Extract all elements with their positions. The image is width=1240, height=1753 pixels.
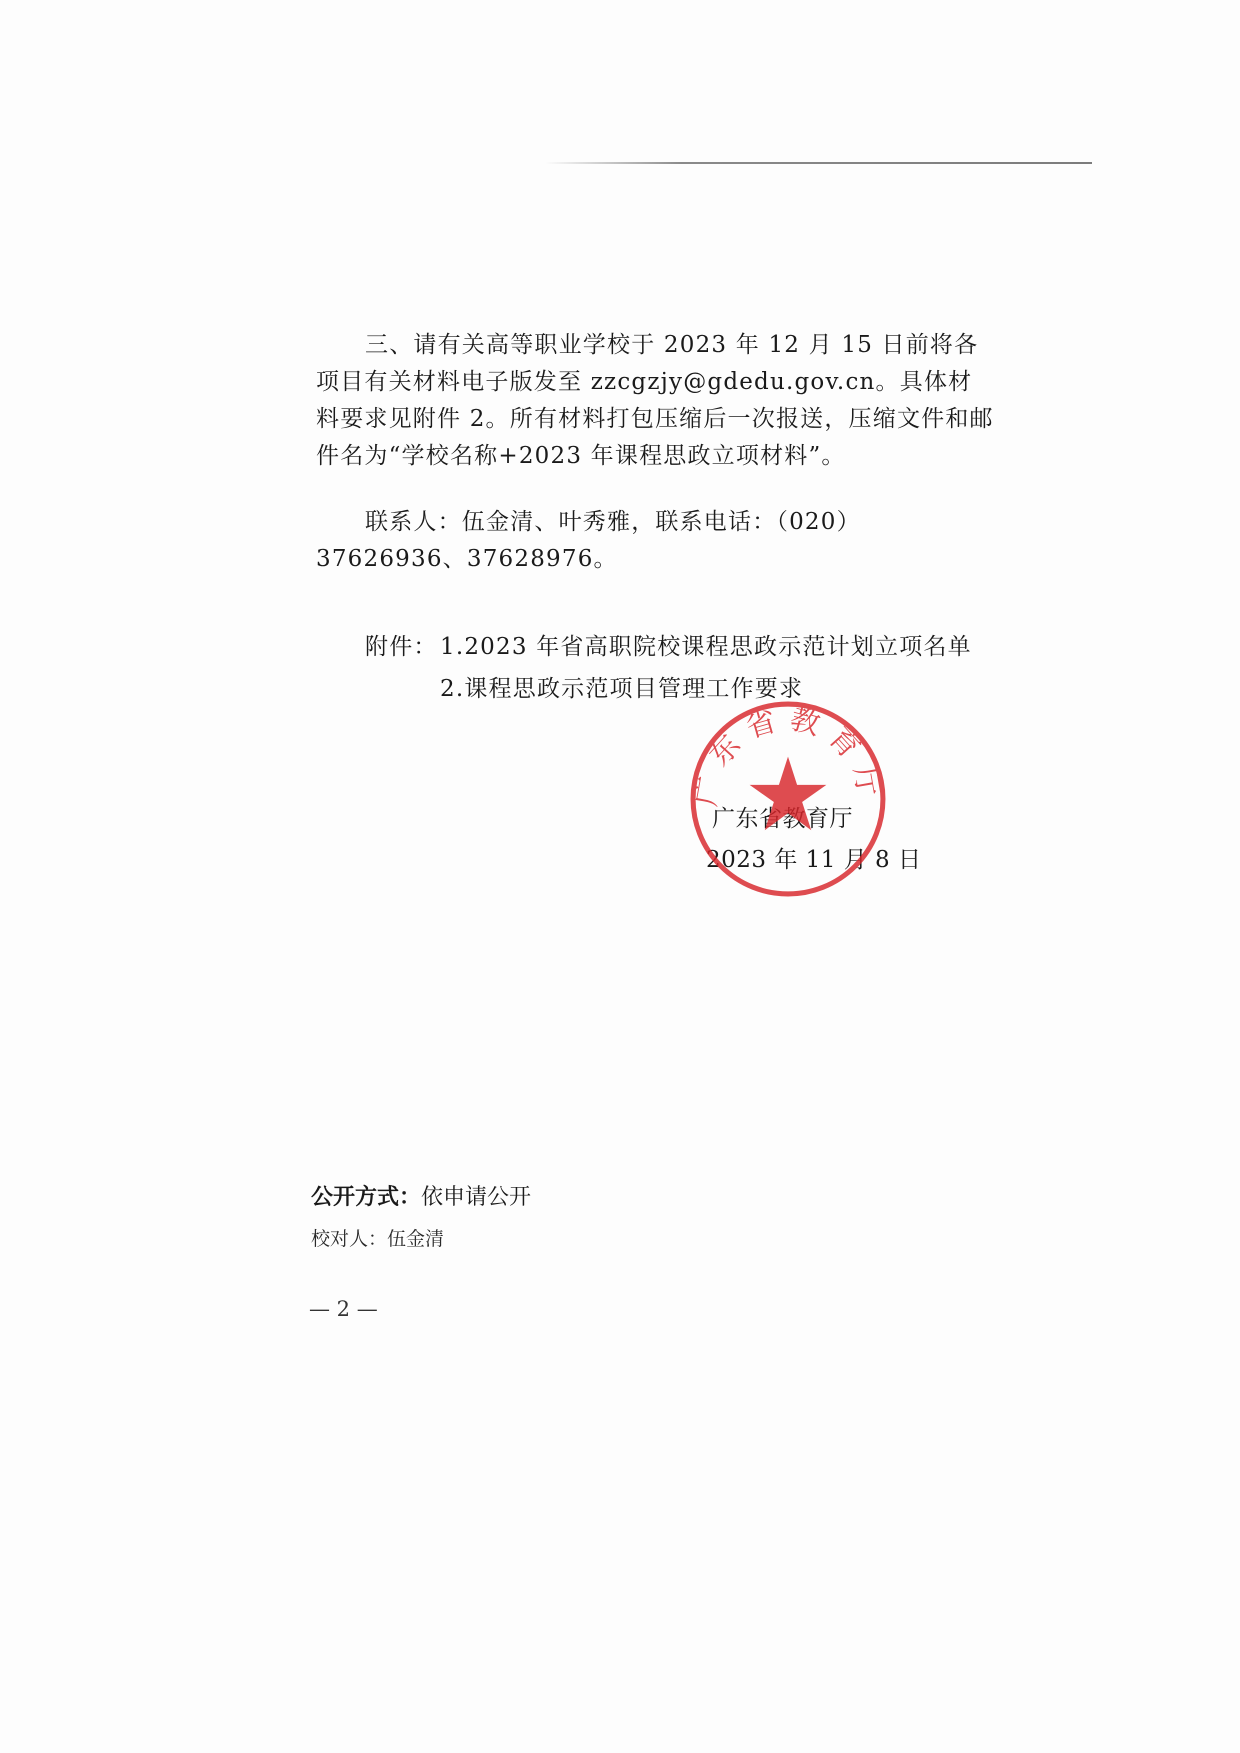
proofreader-line: 校对人：伍金清 bbox=[311, 1228, 445, 1250]
disclosure-line bbox=[311, 1180, 531, 1211]
official-seal-icon bbox=[687, 698, 889, 900]
disclosure-label: 公开方式： bbox=[311, 1185, 422, 1210]
contact-paragraph: 联系人：伍金清、叶秀雅，联系电话：（020）37626936、37628976。 bbox=[316, 509, 861, 572]
disclosure-value: 依申请公开 bbox=[421, 1185, 532, 1210]
attachment-item-2: 2.课程思政示范项目管理工作要求 bbox=[440, 676, 804, 702]
page-number: — 2 — bbox=[309, 1297, 378, 1321]
attachment-item-1: 1.2023 年省高职院校课程思政示范计划立项名单 bbox=[440, 634, 972, 660]
issue-date: 2023 年 11 月 8 日 bbox=[706, 847, 922, 873]
seal-arc-text: 广东省教育厅 bbox=[688, 701, 888, 809]
attachments-label: 附件： bbox=[365, 634, 438, 660]
header-rule bbox=[545, 162, 1092, 164]
submission-paragraph: 三、请有关高等职业学校于 2023 年 12 月 15 日前将各项目有关材料电子版发至 zzcgzjy@gdedu.gov.cn。具体材料要求见附件 2。所有材料打包压缩后一次报送，压缩文件和邮件名为“学校名称+2023 年课程思政立项材料”。 bbox=[316, 332, 994, 469]
issuer-name: 广东省教育厅 bbox=[712, 806, 853, 832]
seal-star bbox=[750, 757, 827, 831]
